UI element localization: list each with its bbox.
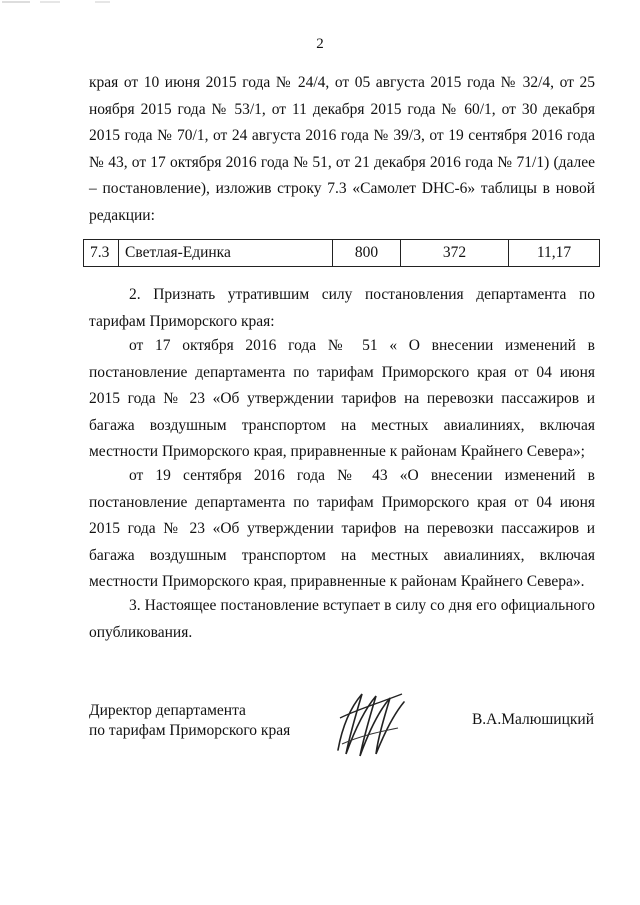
signatory-position — [89, 701, 290, 741]
handwritten-signature — [332, 688, 412, 760]
position-line-2: по тарифам Приморского края — [89, 722, 291, 739]
item-2-a: от 17 октября 2016 года № 51 « О внесении изменений в постановление департамента по тарифам Приморского края от 04 июня 2015 года № 23 «Об утверждении тарифов на перевозки пассажиров и багажа воздушным транспортом на местных авиалиниях, включая местности Приморского края, приравненные к районам Крайнего Севера»; — [89, 337, 595, 460]
signatory-name: В.А.Малюшицкий — [471, 711, 594, 728]
row-number: 7.3 — [84, 240, 119, 267]
item-2: 2. Признать утратившим силу постановления департамента по тарифам Приморского края: — [89, 286, 595, 330]
table-row — [84, 240, 600, 267]
tariff-table — [83, 239, 600, 267]
value-3: 11,17 — [509, 240, 600, 267]
intro-paragraph: края от 10 июня 2015 года № 24/4, от 05 августа 2015 года № 32/4, от 25 ноября 2015 года № 53/1, от 11 декабря 2015 года № 60/1, от 30 декабря 2015 года № 70/1, от 24 августа 2016 года № 39/3, от 19 сентября 2016 года № 43, от 17 октября 2016 года № 51, от 21 декабря 2016 года № 71/1) (далее – постановление), изложив строку 7.3 «Самолет DHC-6» таблицы в новой редакции: — [89, 74, 595, 224]
value-1: 800 — [333, 240, 401, 267]
route-name: Светлая-Единка — [119, 240, 333, 267]
scan-artifact — [0, 0, 120, 6]
item-2-b: от 19 сентября 2016 года № 43 «О внесении изменений в постановление департамента по тарифам Приморского края от 04 июня 2015 года № 23 «Об утверждении тарифов на перевозки пассажиров и багажа воздушным транспортом на местных авиалиниях, включая местности Приморского края, приравненные к районам Крайнего Севера». — [89, 467, 595, 590]
position-line-1: Директор департамента — [89, 702, 246, 719]
value-2: 372 — [401, 240, 509, 267]
page-number: 2 — [316, 36, 324, 52]
item-3: 3. Настоящее постановление вступает в силу со дня его официального опубликования. — [89, 597, 595, 641]
